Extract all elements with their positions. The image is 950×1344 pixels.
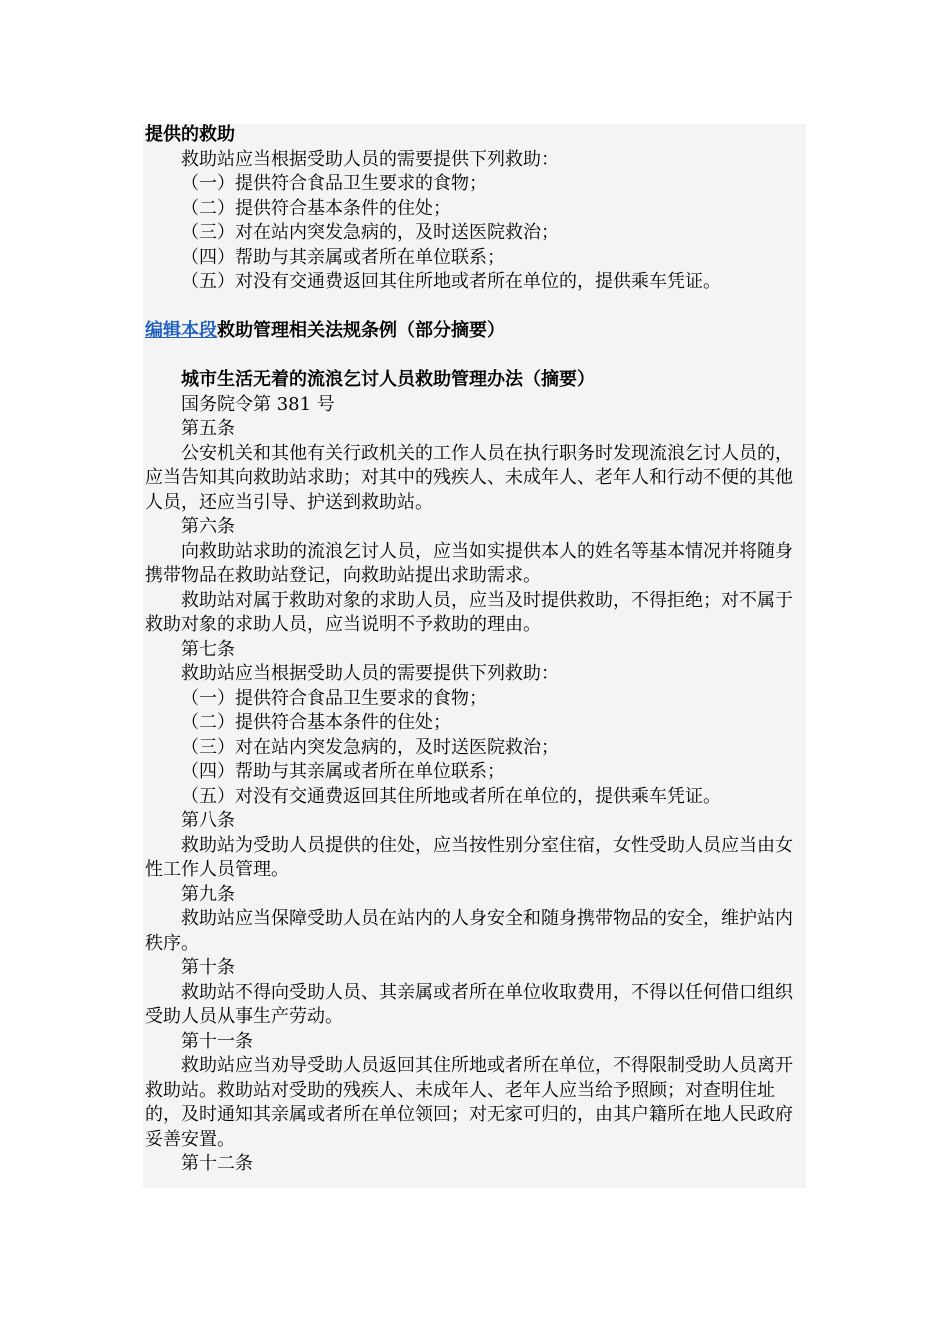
- spacer: [145, 295, 805, 320]
- article-title: 第十二条: [181, 1153, 253, 1174]
- list-item: （五）对没有交通费返回其住所地或者所在单位的，提供乘车凭证。: [181, 271, 721, 292]
- list-item: （三）对在站内突发急病的，及时送医院救治；: [181, 736, 559, 758]
- document-body: [145, 123, 805, 1177]
- paragraph: 救助站应当根据受助人员的需要提供下列救助：: [181, 148, 559, 170]
- list-item: （二）提供符合基本条件的住处；: [181, 712, 451, 733]
- list-item: （四）帮助与其亲属或者所在单位联系；: [181, 246, 505, 268]
- article-text: 救助站应当保障受助人员在站内的人身安全和随身携带物品的安全，维护站内秩序。: [145, 908, 793, 954]
- article-text: 救助站不得向受助人员、其亲属或者所在单位收取费用，不得以任何借口组织受助人员从事生产劳动。: [145, 981, 793, 1027]
- article-text: 公安机关和其他有关行政机关的工作人员在执行职务时发现流浪乞讨人员的，应当告知其向救助站求助；对其中的残疾人、未成年人、老年人和行动不便的其他人员，还应当引导、护送到救助站。: [145, 442, 793, 513]
- article-title: 第七条: [181, 638, 235, 660]
- article-text: 救助站为受助人员提供的住处，应当按性别分室住宿，女性受助人员应当由女性工作人员管理。: [145, 834, 793, 880]
- article-title: 第十条: [181, 957, 235, 978]
- article-text: 向救助站求助的流浪乞讨人员，应当如实提供本人的姓名等基本情况并将随身携带物品在救助站登记，向救助站提出求助需求。: [145, 540, 793, 586]
- list-item: （一）提供符合食品卫生要求的食物；: [181, 687, 487, 709]
- article-text: 救助站应当劝导受助人员返回其住所地或者所在单位，不得限制受助人员离开救助站。救助站对受助的残疾人、未成年人、老年人应当给予照顾；对查明住址的，及时通知其亲属或者所在单位领回；对无家可归的，由其户籍所在地人民政府妥善安置。: [145, 1055, 793, 1150]
- article-title: 第九条: [181, 883, 235, 905]
- list-item: （二）提供符合基本条件的住处；: [181, 197, 451, 219]
- list-item: （五）对没有交通费返回其住所地或者所在单位的，提供乘车凭证。: [181, 785, 721, 807]
- section-heading-row: [145, 319, 805, 344]
- list-item: （四）帮助与其亲属或者所在单位联系；: [181, 761, 505, 782]
- list-item: （一）提供符合食品卫生要求的食物；: [181, 173, 487, 194]
- article-title: 第八条: [181, 810, 235, 831]
- article-title: 第五条: [181, 418, 235, 439]
- article-text: 救助站应当根据受助人员的需要提供下列救助：: [181, 663, 559, 684]
- article-text: 救助站对属于救助对象的求助人员，应当及时提供救助，不得拒绝；对不属于救助对象的求助人员，应当说明不予救助的理由。: [145, 589, 793, 635]
- decree-number: 国务院令第 381 号: [181, 393, 335, 415]
- section-heading: 救助管理相关法规条例（部分摘要）: [217, 320, 505, 341]
- section-heading: 提供的救助: [145, 124, 235, 145]
- article-title: 第十一条: [181, 1030, 253, 1052]
- article-title: 第六条: [181, 516, 235, 537]
- edit-section-link[interactable]: 编辑本段: [145, 320, 217, 341]
- document-title: 城市生活无着的流浪乞讨人员救助管理办法（摘要）: [181, 369, 595, 390]
- spacer: [145, 344, 805, 369]
- list-item: （三）对在站内突发急病的，及时送医院救治；: [181, 222, 559, 243]
